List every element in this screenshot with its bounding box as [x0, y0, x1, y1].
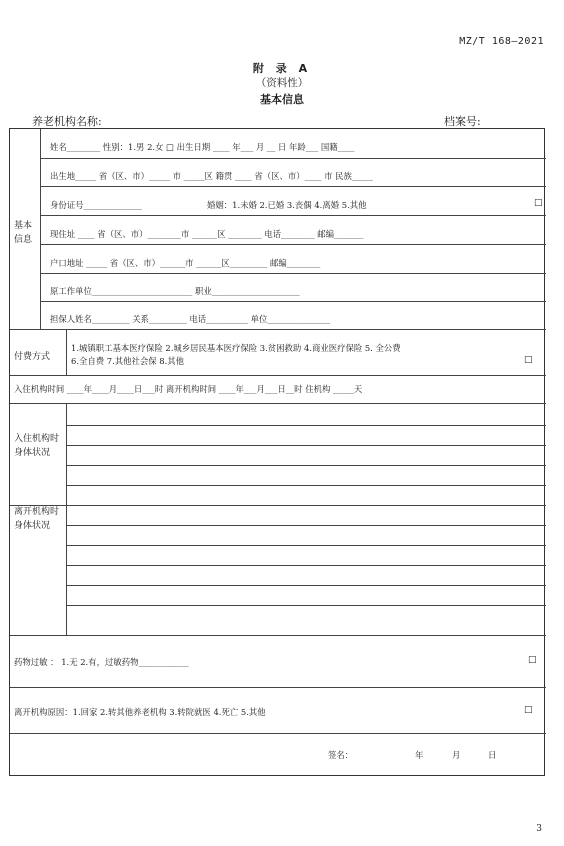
appendix-label: 附 录 A [252, 62, 312, 75]
physical-divider [66, 403, 67, 635]
row-separator [40, 215, 546, 216]
section-separator [10, 635, 546, 636]
row-separator [40, 273, 546, 274]
discharge-condition-label: 离开机构时身体状况 [14, 507, 60, 531]
section-separator [10, 403, 546, 404]
discharge-line[interactable] [66, 545, 546, 546]
discharge-line[interactable] [66, 585, 546, 586]
section-separator [10, 375, 546, 376]
signature-label: 签名： [328, 750, 354, 760]
leave-reason-row: 离开机构原因：1.回家 2.转其他养老机构 3.转院就医 4.死亡 5.其他 [14, 707, 266, 717]
allergy-row: 药物过敏 ： 1.无 2.有，过敏药物____________ [14, 657, 189, 667]
payment-options-line2: 6.全自费 7.其他社会保 8.其他 [71, 356, 185, 366]
row-separator [40, 158, 546, 159]
payment-label: 付费方式 [14, 352, 51, 362]
discharge-line[interactable] [66, 605, 546, 606]
row-marital: 婚姻：1.未婚 2.已婚 3.丧偶 4.离婚 5.其他 [207, 200, 367, 210]
basic-info-label: 基本信息 [14, 221, 33, 245]
basic-info-divider [40, 129, 41, 329]
admission-line[interactable] [66, 425, 546, 426]
marital-checkbox[interactable]: □ [534, 198, 543, 208]
signature-month: 月 [452, 750, 461, 760]
signature-day: 日 [488, 750, 497, 760]
physical-separator [10, 505, 546, 506]
discharge-line[interactable] [66, 565, 546, 566]
stay-time-row: 入住机构时间 ____年____月____日___时 离开机构时间 ____年___月___日__时 住机构 _____天 [14, 384, 363, 394]
row-name: 姓名________ 性别：1.男 2.女 □ 出生日期 ____ 年___ 月 __ 日 年龄___ 国籍____ [50, 142, 355, 152]
leave-reason-checkbox[interactable]: □ [524, 705, 533, 715]
appendix-nature: （资料性） [255, 77, 309, 89]
form-table [9, 128, 545, 776]
row-guarantor: 担保人姓名_________ 关系_________ 电话__________ 单位_______________ [50, 314, 331, 324]
row-separator [40, 244, 546, 245]
row-id: 身份证号______________ [50, 200, 143, 210]
section-separator [10, 329, 546, 330]
payment-options-line1: 1.城镇职工基本医疗保险 2.城乡居民基本医疗保险 3.贫困救助 4.商业医疗保险 5. 全公费 [71, 343, 401, 353]
admission-line[interactable] [66, 485, 546, 486]
page-number: 3 [536, 824, 542, 834]
standard-code: MZ/T 168—2021 [459, 36, 544, 47]
row-separator [40, 186, 546, 187]
admission-condition-label: 入住机构时身体状况 [14, 434, 60, 458]
row-address: 现住址 ____ 省（区、市）________市 ______区 ________ 电话________ 邮编_______ [50, 229, 364, 239]
payment-divider [66, 329, 67, 375]
row-separator [40, 301, 546, 302]
file-no-label: 档案号: [444, 115, 481, 128]
form-title: 基本信息 [260, 93, 304, 106]
payment-checkbox[interactable]: □ [524, 355, 533, 365]
allergy-checkbox[interactable]: □ [528, 655, 537, 665]
section-separator [10, 733, 546, 734]
admission-line[interactable] [66, 465, 546, 466]
row-birthplace: 出生地_____ 省（区、市）_____ 市 _____区 籍贯 ____ 省（区、市）____ 市 民族_____ [50, 171, 373, 181]
discharge-line[interactable] [66, 525, 546, 526]
admission-line[interactable] [66, 445, 546, 446]
signature-year: 年 [415, 750, 424, 760]
row-hukou: 户口地址 _____ 省（区、市）______市 ______区_________ 邮编________ [50, 258, 321, 268]
org-name-label: 养老机构名称: [32, 115, 102, 128]
row-work-unit: 原工作单位________________________ 职业_____________________ [50, 286, 300, 296]
section-separator [10, 687, 546, 688]
